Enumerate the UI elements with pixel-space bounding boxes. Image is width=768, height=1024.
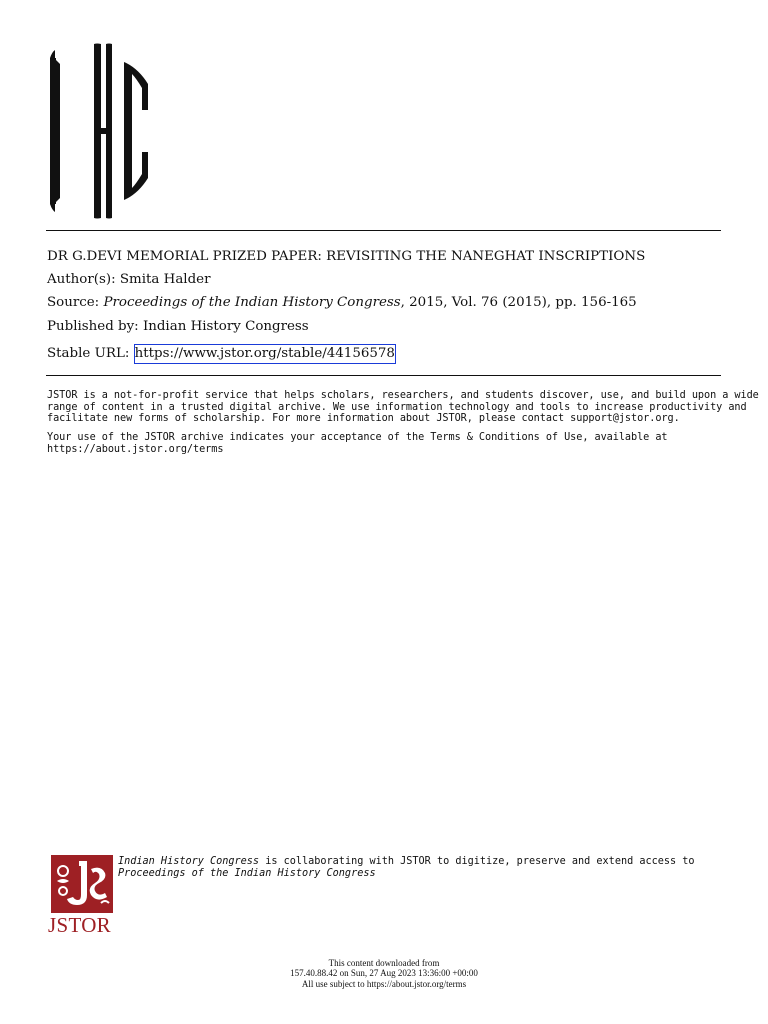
source-details: , 2015, Vol. 76 (2015), pp. 156-165 [400,295,637,310]
footer-line: 157.40.88.42 on Sun, 27 Aug 2023 13:36:00 +00:00 [290,968,478,979]
article-title: DR G.DEVI MEMORIAL PRIZED PAPER: REVISITING THE NANEGHAT INSCRIPTIONS [47,249,646,264]
publisher-name: Indian History Congress [142,319,309,334]
author-line [47,272,211,288]
footer-line: This content downloaded from [328,958,440,968]
author-name: Smita Halder [119,272,211,287]
source-journal: Proceedings of the Indian History Congress [103,295,401,310]
notice-line: JSTOR is a not-for-profit service that helps scholars, researchers, and students discover, use, and build upon a wide [47,390,759,401]
mid-divider [46,375,721,376]
top-divider [46,230,721,231]
source-line [47,295,637,311]
stable-url-link[interactable]: https://www.jstor.org/stable/44156578 [134,344,396,364]
collab-publisher: Indian History Congress [118,856,260,867]
source-label: Source: [47,295,100,310]
author-label: Author(s): [47,272,116,287]
publisher-line [47,319,309,335]
notice-line: facilitate new forms of scholarship. For more information about JSTOR, please contact support@jstor.org. [47,413,680,425]
collaboration-line [118,856,695,868]
notice-line: range of content in a trusted digital archive. We use information technology and tools to increase productivity and [47,401,747,413]
jstor-wordmark: JSTOR [48,913,111,937]
collab-journal: Proceedings of the Indian History Congress [118,867,376,879]
terms-notice-paragraph [47,432,727,455]
collaboration-text [118,856,695,879]
ihc-logo [46,42,152,220]
collab-text: is collaborating with JSTOR to digitize, preserve and extend access to [259,856,695,867]
stable-url-line [47,346,396,362]
stable-url-label: Stable URL: [47,346,130,361]
terms-link[interactable]: https://about.jstor.org/terms [47,443,224,455]
jstor-notice-paragraph [47,390,759,425]
footer-line: All use subject to https://about.jstor.org/terms [301,978,467,989]
jstor-seal-icon [51,855,113,913]
download-footer [0,958,768,989]
notice-line: Your use of the JSTOR archive indicates your acceptance of the Terms & Conditions of Use, available at [47,432,668,443]
publisher-label: Published by: [47,319,139,334]
